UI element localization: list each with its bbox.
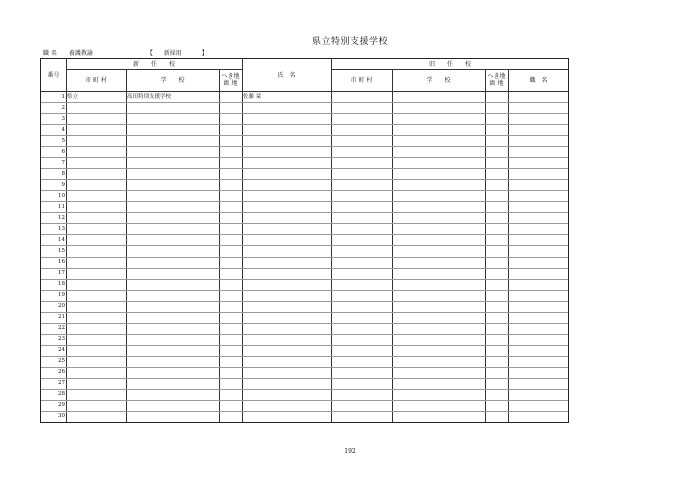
row-number: 28	[58, 391, 65, 398]
cell-name: 佐藤 栞	[243, 93, 262, 100]
row-number: 1	[61, 93, 65, 100]
row-number: 5	[61, 137, 65, 144]
row-number: 27	[58, 380, 65, 387]
meta-line	[43, 48, 208, 57]
row-divider	[41, 124, 568, 125]
row-number: 12	[58, 214, 65, 221]
row-divider	[41, 190, 568, 191]
header-gakko: 学 校	[160, 76, 185, 84]
row-number: 17	[58, 270, 65, 277]
row-number: 4	[61, 126, 65, 133]
row-divider	[41, 290, 568, 291]
transfer-table	[40, 58, 569, 423]
row-number: 18	[58, 281, 65, 288]
row-number: 9	[61, 181, 65, 188]
row-number: 6	[61, 148, 65, 155]
row-number: 10	[58, 192, 65, 199]
header-shimei: 氏 名	[277, 71, 296, 79]
row-number: 20	[58, 303, 65, 310]
header-bottom-line	[41, 91, 568, 92]
row-number: 22	[58, 325, 65, 332]
header-old-school: 旧 任 校	[428, 60, 471, 68]
row-divider	[41, 400, 568, 401]
row-divider	[41, 234, 568, 235]
row-number: 3	[61, 115, 65, 122]
row-number: 24	[58, 347, 65, 354]
row-divider	[41, 367, 568, 368]
row-divider	[41, 168, 568, 169]
row-divider	[41, 212, 568, 213]
shokumei-value: 養護教諭	[68, 50, 93, 57]
row-number: 8	[61, 170, 65, 177]
row-divider	[41, 356, 568, 357]
header-hekichi: へき地 級 地	[221, 73, 240, 87]
row-number: 19	[58, 292, 65, 299]
bracket-close: 】	[201, 50, 208, 57]
page-number: 192	[344, 448, 356, 455]
header-old-hekichi: へき地 級 地	[487, 73, 506, 87]
row-divider	[41, 323, 568, 324]
row-number: 2	[61, 104, 65, 111]
document-title: 県立特別支援学校	[311, 37, 388, 47]
row-number: 30	[58, 413, 65, 420]
row-divider	[41, 378, 568, 379]
header-bango: 番号	[47, 71, 60, 79]
header-divider	[331, 69, 568, 70]
row-divider	[41, 179, 568, 180]
row-divider	[41, 157, 568, 158]
category-value: 新採用	[163, 50, 182, 57]
row-divider	[41, 102, 568, 103]
header-shichoson: 市 町 村	[85, 76, 107, 84]
row-divider	[41, 146, 568, 147]
shokumei-label: 職 名	[43, 50, 57, 57]
row-divider	[41, 389, 568, 390]
row-number: 16	[58, 259, 65, 266]
row-divider	[41, 268, 568, 269]
row-divider	[41, 223, 568, 224]
row-divider	[41, 411, 568, 412]
row-number: 23	[58, 336, 65, 343]
row-number: 25	[58, 358, 65, 365]
header-shokumei: 職 名	[529, 76, 548, 84]
header-new-school: 新 任 校	[132, 60, 175, 68]
row-divider	[41, 201, 568, 202]
row-divider	[41, 245, 568, 246]
row-divider	[41, 345, 568, 346]
row-number: 7	[61, 159, 65, 166]
row-number: 21	[58, 314, 65, 321]
row-number: 29	[58, 402, 65, 409]
row-number: 26	[58, 369, 65, 376]
row-number: 13	[58, 225, 65, 232]
header-old-shichoson: 市 町 村	[350, 76, 373, 84]
row-divider	[41, 301, 568, 302]
row-divider	[41, 135, 568, 136]
bracket-open: 【	[146, 50, 153, 57]
row-number: 11	[58, 203, 65, 210]
row-divider	[41, 113, 568, 114]
cell-city: 県立	[67, 93, 79, 100]
row-divider	[41, 312, 568, 313]
row-number: 15	[58, 247, 65, 254]
cell-school: 高田特別支援学校	[127, 93, 172, 100]
row-number: 14	[58, 236, 65, 243]
header-old-gakko: 学 校	[426, 76, 451, 84]
row-divider	[41, 257, 568, 258]
row-divider	[41, 279, 568, 280]
header-divider	[66, 69, 242, 70]
row-divider	[41, 334, 568, 335]
